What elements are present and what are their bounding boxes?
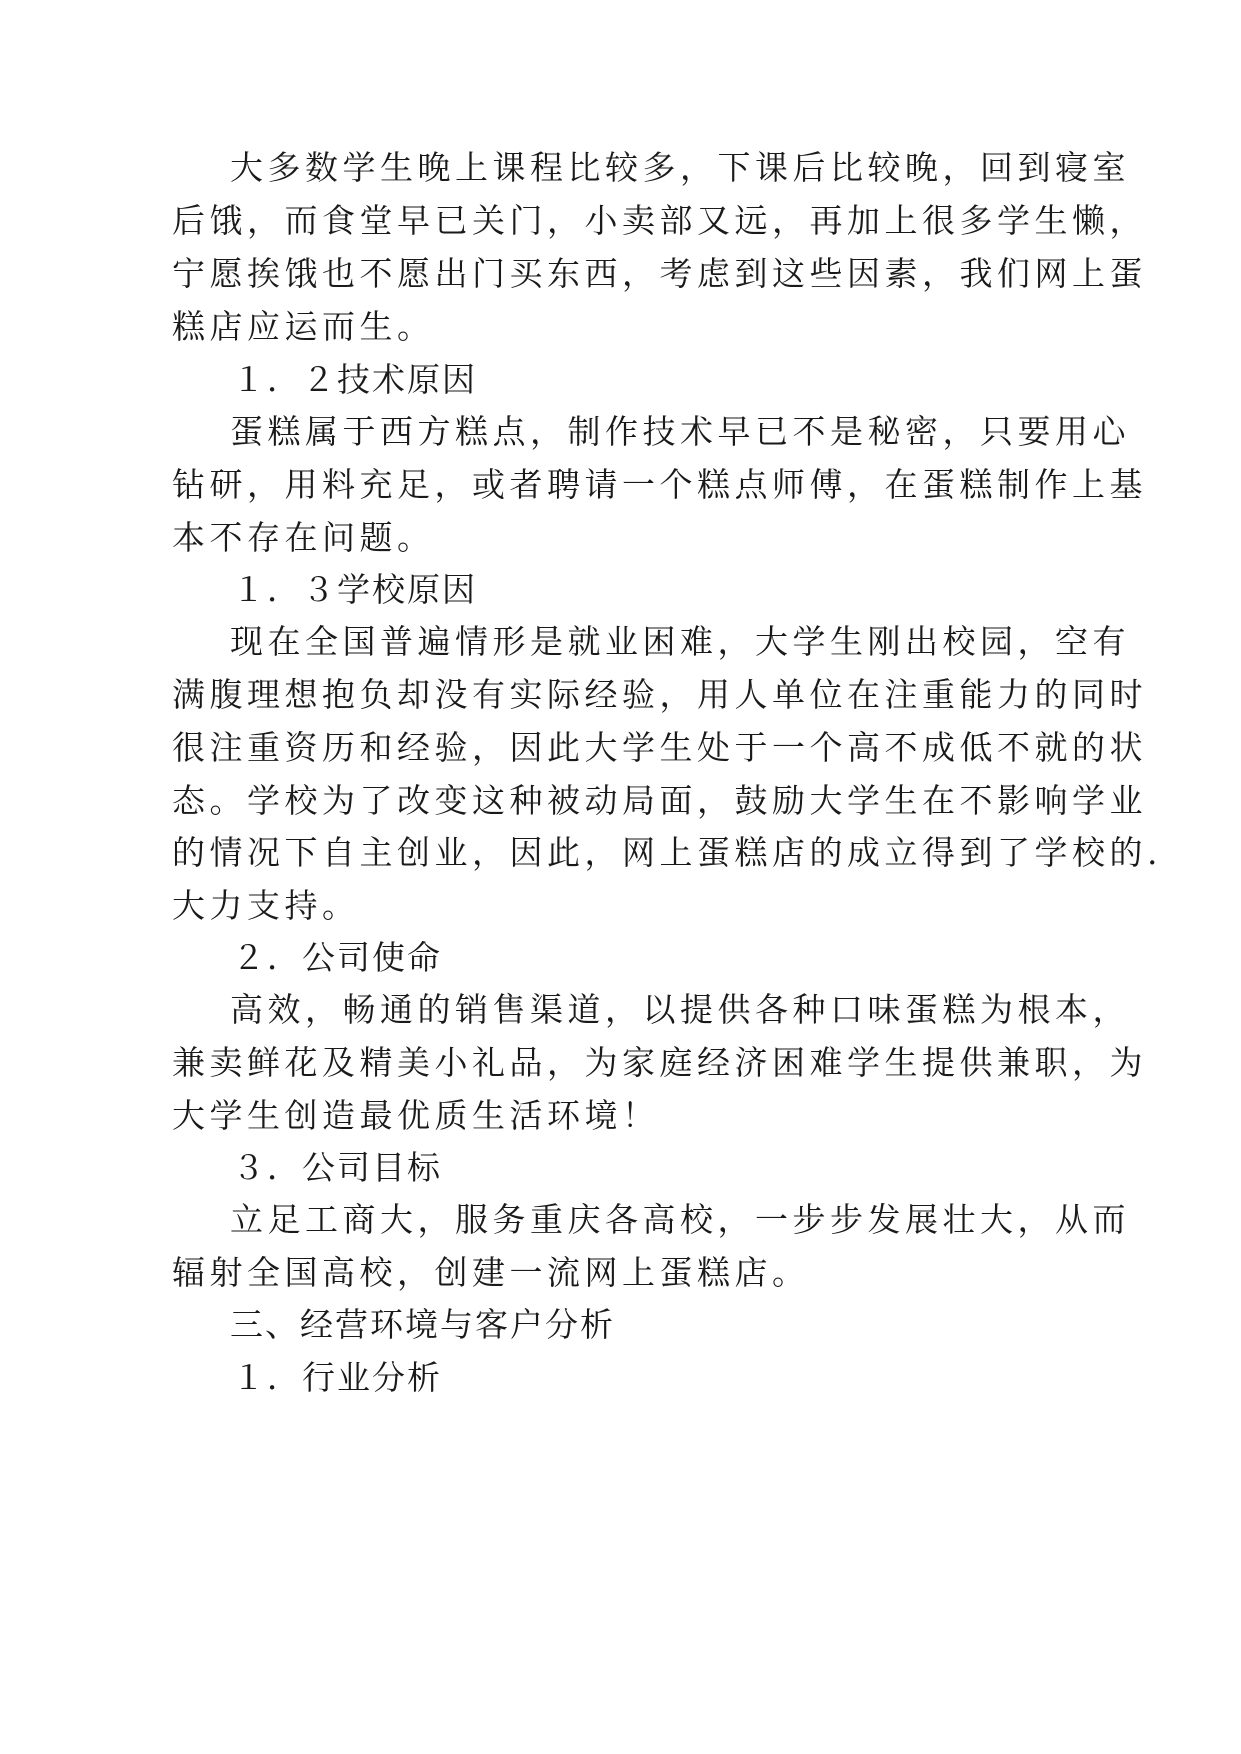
text-line: 满腹理想抱负却没有实际经验，用人单位在注重能力的同时 [172,675,1147,714]
text-line: 大学生创造最优质生活环境！ [172,1096,660,1135]
text-line: 宁愿挨饿也不愿出门买东西，考虑到这些因素，我们网上蛋 [172,254,1147,293]
text-line: 大多数学生晚上课程比较多，下课后比较晚，回到寝室 [230,148,1130,187]
text-line: 的情况下自主创业，因此，网上蛋糕店的成立得到了学校的. [172,833,1162,872]
chapter-heading: 三、经营环境与客户分析 [230,1305,615,1344]
section-heading: ３．公司目标 [232,1148,442,1187]
text-line: 大力支持。 [172,886,360,925]
text-line: 很注重资历和经验，因此大学生处于一个高不成低不就的状 [172,728,1147,767]
text-line: 蛋糕属于西方糕点，制作技术早已不是秘密，只要用心 [230,412,1130,451]
text-line: 现在全国普遍情形是就业困难，大学生刚出校园，空有 [230,622,1130,661]
text-line: 钻研，用料充足，或者聘请一个糕点师傅，在蛋糕制作上基 [172,465,1147,504]
text-line: 立足工商大，服务重庆各高校，一步步发展壮大，从而 [230,1200,1130,1239]
text-line: 本不存在问题。 [172,518,435,557]
text-line: 后饿，而食堂早已关门，小卖部又远，再加上很多学生懒， [172,201,1147,240]
text-line: 辐射全国高校，创建一流网上蛋糕店。 [172,1253,810,1292]
section-heading: １．２技术原因 [232,360,477,399]
section-heading: １．３学校原因 [232,570,477,609]
section-heading: ２．公司使命 [232,938,442,977]
text-line: 兼卖鲜花及精美小礼品，为家庭经济困难学生提供兼职，为 [172,1043,1147,1082]
section-heading: １．行业分析 [232,1358,442,1397]
text-line: 高效，畅通的销售渠道，以提供各种口味蛋糕为根本， [230,990,1130,1029]
text-line: 态。学校为了改变这种被动局面，鼓励大学生在不影响学业 [172,781,1147,820]
text-line: 糕店应运而生。 [172,307,435,346]
